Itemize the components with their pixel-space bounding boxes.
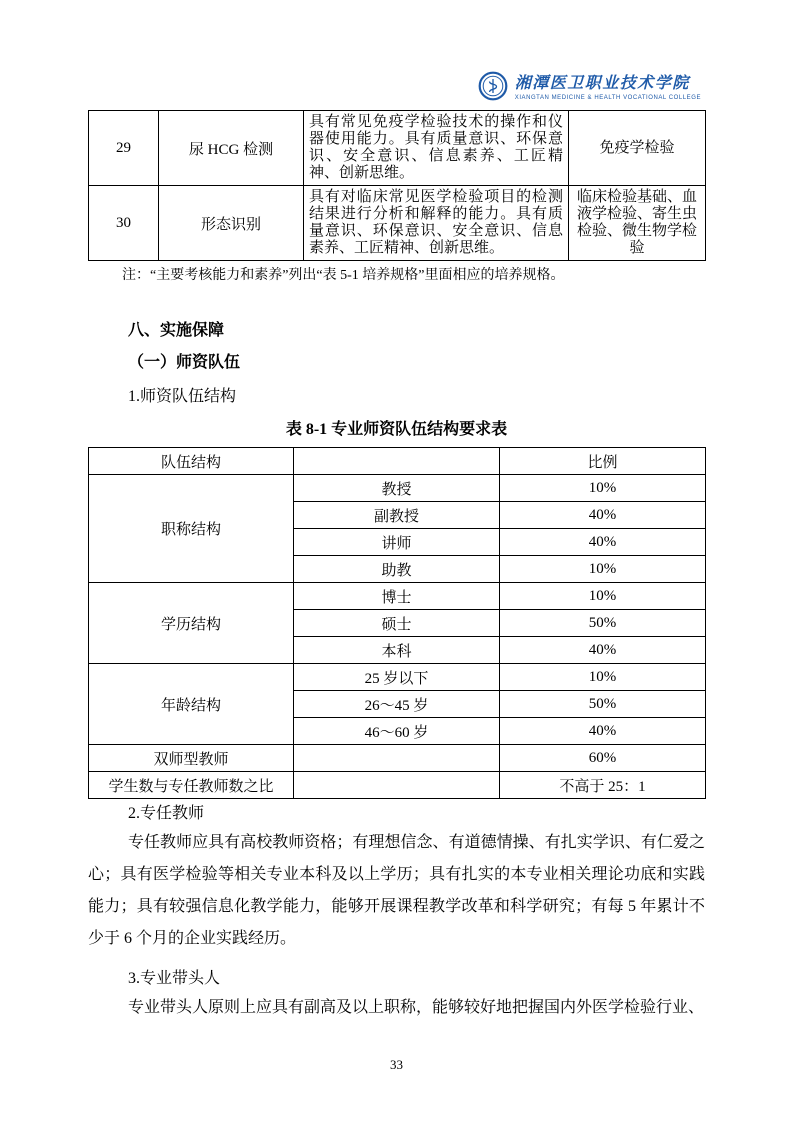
category-cell: 46～60 岁 [294,718,500,745]
ability-cell: 具有对临床常见医学检验项目的检测结果进行分析和解释的能力。具有质量意识、环保意识、安全意识、信息素养、工匠精神、创新思维。 [304,186,569,261]
ratio-cell: 10% [500,664,706,691]
category-cell [294,745,500,772]
item-heading-2: 2.专任教师 [128,805,205,822]
item-heading-1: 1.师资队伍结构 [128,388,237,405]
table-note: 注：“主要考核能力和素养”列出“表 5-1 培养规格”里面相应的培养规格。 [122,268,565,283]
paragraph-full-time-teachers: 专任教师应具有高校教师资格；有理想信念、有道德情操、有扎实学识、有仁爱之心；具有医学检验等相关专业本科及以上学历；具有扎实的本专业相关理论功底和实践能力；具有较强信息化教学能力，能够开展课程教学改革和科学研究；有每 5 年累计不少于 6 个月的企业实践经历。 [88,834,705,947]
page-number: 33 [390,1057,403,1072]
category-cell: 讲师 [294,529,500,556]
header-cell-ratio: 比例 [500,448,706,475]
ratio-cell: 60% [500,745,706,772]
category-cell [294,772,500,799]
ratio-cell: 40% [500,502,706,529]
category-cell: 本科 [294,637,500,664]
table-row [89,745,706,772]
category-cell: 教授 [294,475,500,502]
row-number-cell: 29 [89,111,159,186]
group-label-cell: 学历结构 [89,583,294,664]
category-cell: 博士 [294,583,500,610]
section-heading: 八、实施保障 [128,322,225,339]
ratio-cell: 10% [500,556,706,583]
faculty-structure-table [88,447,706,799]
course-cell: 临床检验基础、血液学检验、寄生虫检验、微生物学检验 [569,186,706,261]
ratio-cell: 40% [500,529,706,556]
header-cell-structure: 队伍结构 [89,448,294,475]
group-label-cell: 职称结构 [89,475,294,583]
ratio-cell: 10% [500,475,706,502]
college-name-cn: 湘潭医卫职业技术学院 [514,75,690,92]
category-cell: 25 岁以下 [294,664,500,691]
ratio-cell: 50% [500,691,706,718]
college-name-en: XIANGTAN MEDICINE & HEALTH VOCATIONAL COLLEGE [514,95,701,101]
table-row [89,475,706,502]
category-cell: 硕士 [294,610,500,637]
ratio-cell: 不高于 25：1 [500,772,706,799]
ratio-cell: 40% [500,637,706,664]
table-row [89,772,706,799]
table-row [89,664,706,691]
paragraph-program-leader: 专业带头人原则上应具有副高及以上职称，能够较好地把握国内外医学检验行业、 [128,999,705,1016]
competency-table [88,110,706,261]
ratio-cell: 50% [500,610,706,637]
table-caption: 表 8-1 专业师资队伍结构要求表 [285,421,508,438]
ratio-cell: 40% [500,718,706,745]
table-row [89,186,706,261]
subsection-heading: （一）师资队伍 [128,354,241,371]
table-header-row [89,448,706,475]
ratio-cell: 10% [500,583,706,610]
category-cell: 助教 [294,556,500,583]
ability-cell: 具有常见免疫学检验技术的操作和仪器使用能力。具有质量意识、环保意识、安全意识、信息素养、工匠精神、创新思维。 [304,111,569,186]
table-row [89,583,706,610]
item-cell: 形态识别 [159,186,304,261]
category-cell: 26～45 岁 [294,691,500,718]
item-cell: 尿 HCG 检测 [159,111,304,186]
page-content [88,0,705,1024]
group-label-cell: 年龄结构 [89,664,294,745]
category-cell: 副教授 [294,502,500,529]
group-label-cell: 学生数与专任教师数之比 [89,772,294,799]
table-row [89,111,706,186]
course-cell: 免疫学检验 [569,111,706,186]
header-cell-empty [294,448,500,475]
item-heading-3: 3.专业带头人 [128,970,221,987]
row-number-cell: 30 [89,186,159,261]
group-label-cell: 双师型教师 [89,745,294,772]
